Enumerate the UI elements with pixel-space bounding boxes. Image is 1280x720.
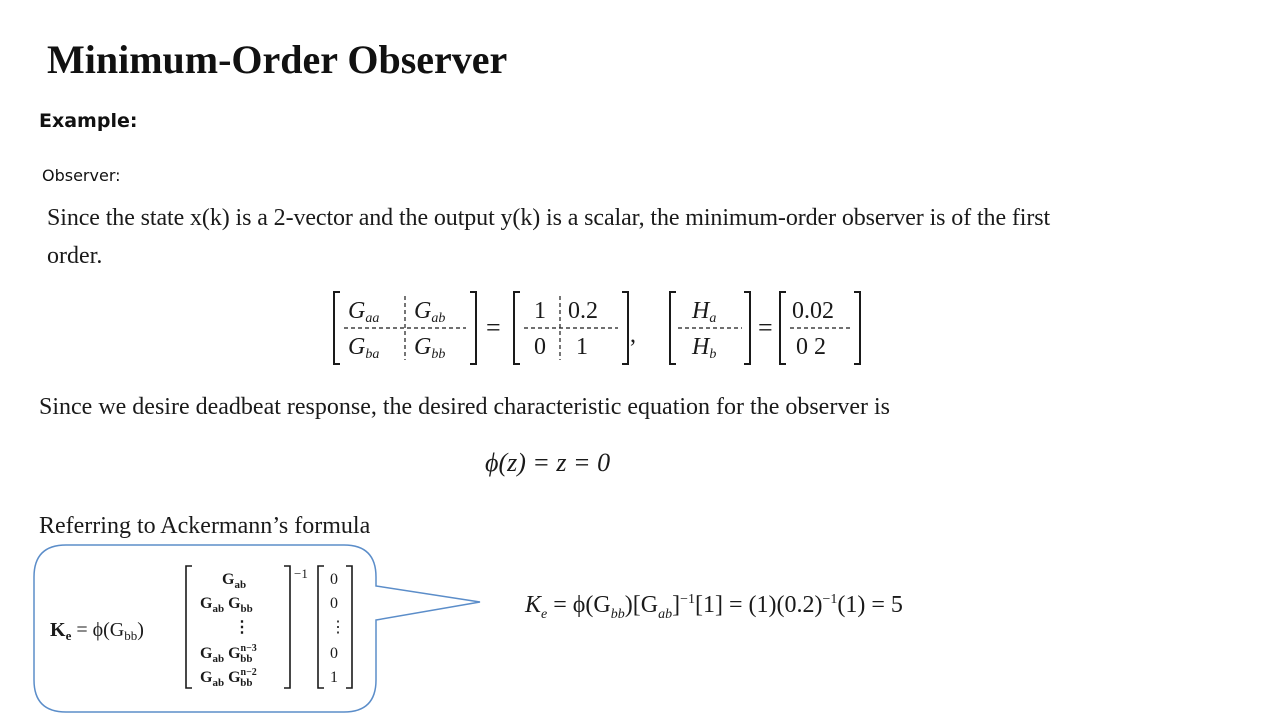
ke-result-part4: [1] = (1)(0.2) — [694, 592, 823, 618]
characteristic-equation: ϕ(z) = z = 0 — [485, 448, 611, 477]
callout-matrix-row: $G_{ab}$ $G^{n-3}$ bb — [200, 643, 257, 665]
ke-result-part1: = ϕ(G — [547, 592, 611, 618]
ackermann-formula — [44, 560, 364, 700]
matrix-g-11: 1 — [534, 298, 546, 324]
g-bb: G — [414, 334, 432, 360]
g-ba: G — [348, 334, 366, 360]
callout-matrix-row: $G_{ab}$ $G^{n-2}$ bb — [200, 667, 257, 689]
ke-lhs-eq: = ϕ(G — [71, 619, 125, 641]
observer-label: Observer: — [42, 166, 121, 185]
h-a: H — [692, 298, 710, 324]
inverse-sup: −1 — [294, 566, 308, 581]
comma: , — [630, 322, 636, 348]
matrix-g-21: 0 — [534, 334, 546, 360]
g-ba-sub: ba — [365, 347, 380, 362]
g-ab: G — [414, 298, 432, 324]
ke-result-sub2: ab — [658, 606, 673, 622]
matrix-g-12: 0.2 — [568, 298, 598, 324]
ke-result-sub1: bb — [610, 606, 625, 622]
callout-vector-entry: 0 — [330, 595, 338, 612]
callout-vector-entry: 0 — [330, 645, 338, 662]
ke-result-part3: ] — [672, 592, 681, 618]
ke-lhs-close: ) — [137, 619, 144, 641]
callout-vector-entry: ⋮ — [330, 619, 346, 636]
callout-matrix-row: $G_{ab}$ — [222, 571, 247, 591]
equals-sign-2: = — [758, 313, 773, 342]
ke-result-equation — [525, 592, 903, 623]
callout-vector-entry: 0 — [330, 571, 338, 588]
statement-line-4: Referring to Ackermann’s formula — [39, 513, 371, 539]
callout-vector-entry: 1 — [330, 669, 338, 686]
g-ab-sub: ab — [431, 311, 446, 326]
ke-lhs-sub: e — [65, 628, 72, 643]
h-a-sub: a — [709, 311, 717, 326]
h-b: H — [692, 334, 710, 360]
matrix-g-22: 1 — [576, 334, 588, 360]
ke-result-sup1: −1 — [680, 592, 695, 607]
ke-result-k-sub: e — [541, 606, 548, 622]
statement-line-1: Since the state x(k) is a 2-vector and the output y(k) is a scalar, the minimum-order observer is of the first — [47, 205, 1051, 231]
g-aa: G — [348, 298, 366, 324]
vector-h-2: 0 2 — [796, 334, 826, 360]
g-bb-sub: bb — [431, 347, 446, 362]
g-aa-sub: aa — [365, 311, 380, 326]
ke-result-part2: )[G — [624, 592, 659, 618]
ke-lhs: K — [50, 619, 66, 641]
example-label: Example: — [39, 110, 138, 132]
svg-text:Ke = ϕ(Gbb) — [50, 619, 144, 643]
equals-sign-1: = — [486, 313, 501, 342]
vector-h-1: 0.02 — [792, 298, 834, 324]
statement-line-3: Since we desire deadbeat response, the desired characteristic equation for the observer is — [39, 394, 890, 420]
ke-result-sup2: −1 — [822, 592, 838, 607]
h-b-sub: b — [709, 347, 717, 362]
ke-result-k: K — [525, 592, 542, 618]
statement-line-2: order. — [47, 243, 103, 269]
callout-matrix-row: ⋮ — [234, 619, 250, 636]
slide-title: Minimum-Order Observer — [47, 37, 508, 82]
ke-result-part5: (1) = 5 — [837, 592, 903, 618]
ke-lhs-sub2: bb — [124, 628, 138, 643]
callout-matrix-row: $G_{ab}$ $G_{bb}$ — [200, 595, 253, 615]
